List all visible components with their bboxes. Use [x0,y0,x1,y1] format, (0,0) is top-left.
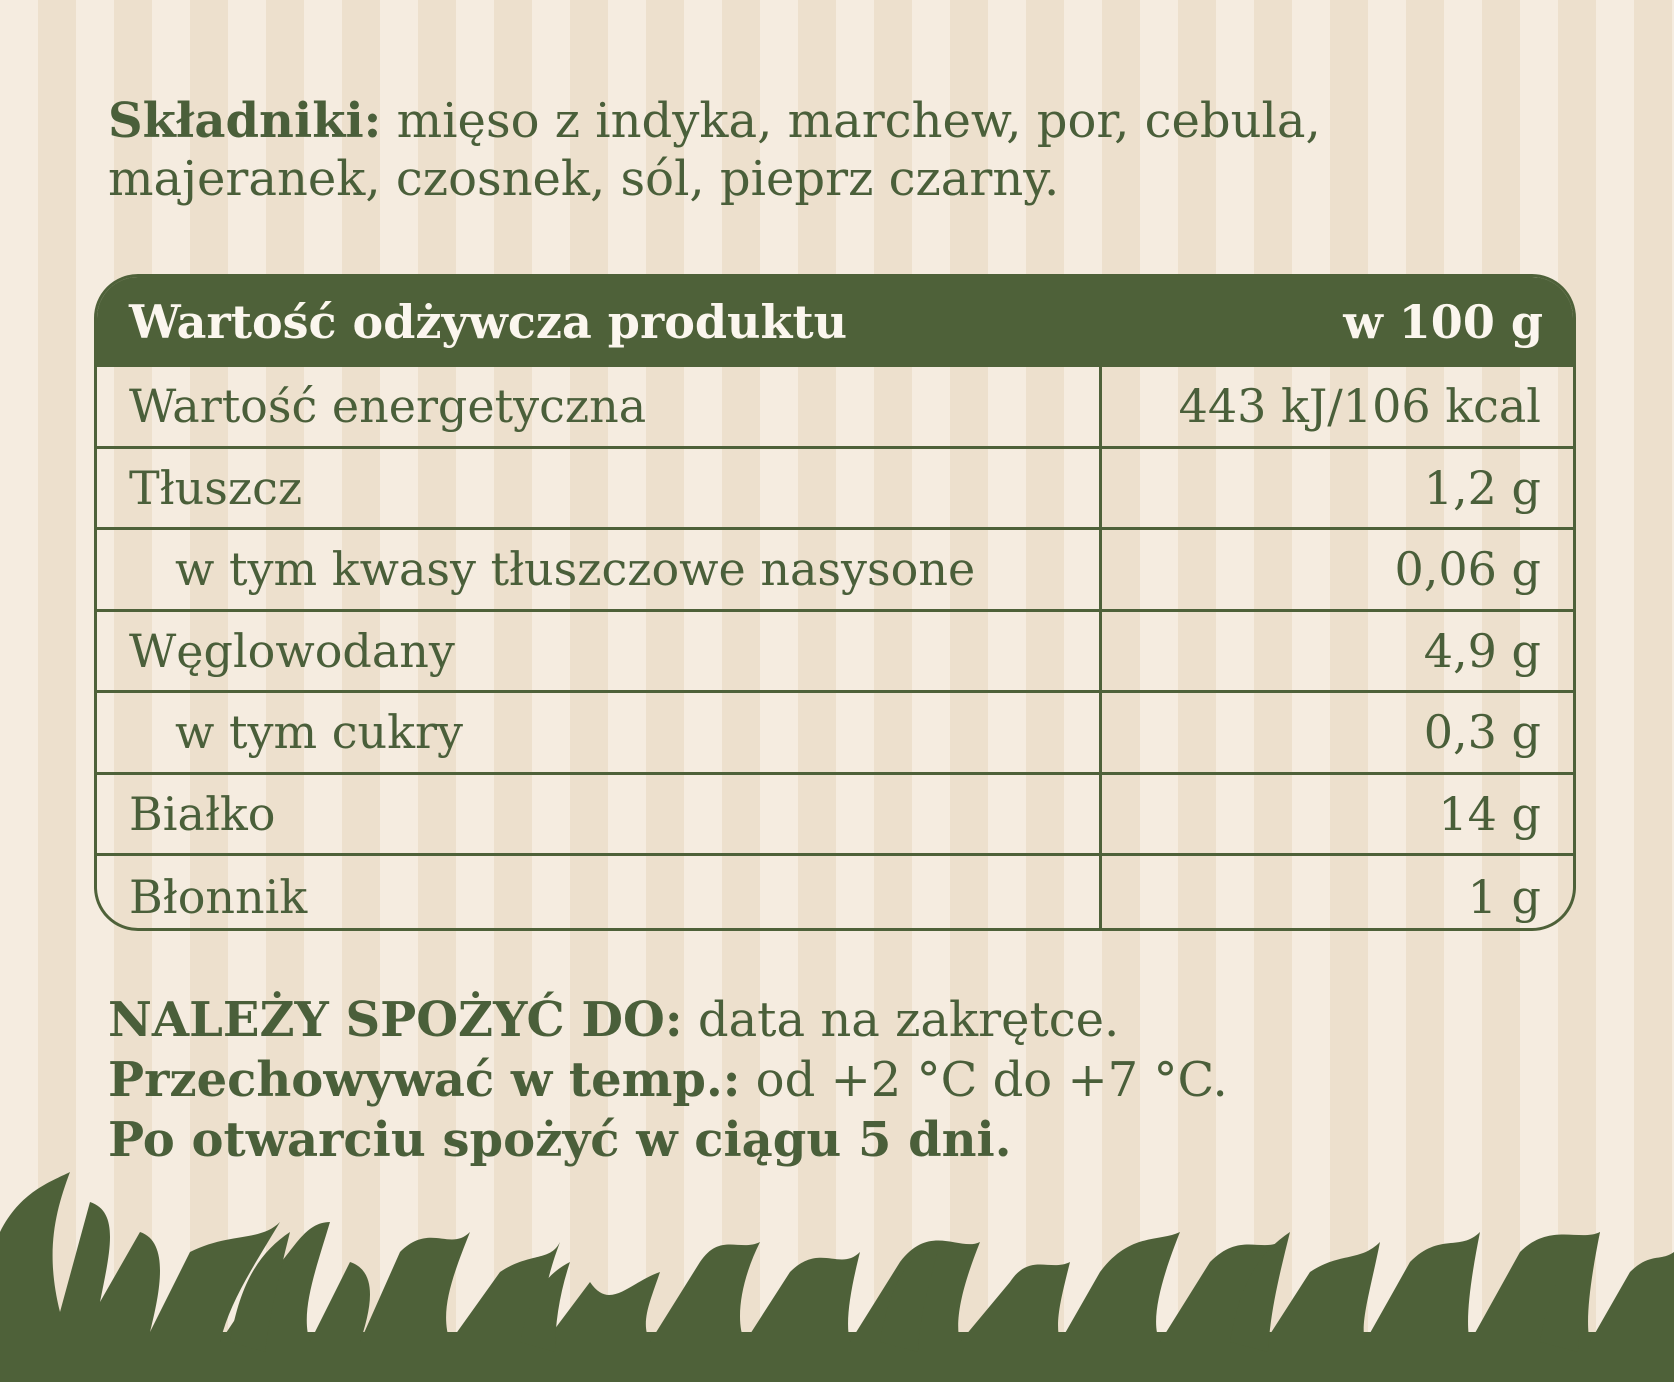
nutrition-row [97,693,1573,775]
nutrient-name: Tłuszcz [129,460,303,515]
ingredients-text [108,92,1408,208]
nutrient-value: 0,3 g [1423,705,1541,760]
nutrition-table [94,274,1576,931]
after-opening-text: Po otwarciu spożyć w ciągu 5 dni. [108,1112,1012,1168]
nutrient-name: w tym cukry [175,705,463,760]
storage-temp-text: od +2 °C do +7 °C. [740,1052,1228,1108]
nutrition-header [97,277,1573,367]
nutrient-value: 4,9 g [1423,623,1541,678]
nutrient-value: 14 g [1438,786,1541,841]
nutrition-rows [97,367,1573,931]
grass-decoration [0,1082,1674,1382]
storage-temp-label: Przechowywać w temp.: [108,1052,741,1108]
nutrition-header-title: Wartość odżywcza produktu [129,295,848,349]
nutrition-row [97,612,1573,694]
nutrient-name: Węglowodany [129,623,455,678]
best-before-line [108,990,1508,1050]
nutrition-row [97,856,1573,931]
nutrition-row [97,367,1573,449]
nutrition-header-unit: w 100 g [1343,295,1543,349]
best-before-text: data na zakrętce. [682,992,1120,1048]
nutrient-value: 0,06 g [1394,542,1541,597]
column-divider [1099,367,1102,931]
nutrition-row [97,530,1573,612]
nutrient-value: 1,2 g [1423,460,1541,515]
ingredients-label: Składniki: [108,93,382,149]
nutrient-name: Błonnik [129,869,308,924]
ingredients-list: mięso z indyka, marchew, por, cebula, majeranek, czosnek, sól, pieprz czarny. [108,93,1321,207]
best-before-label: NALEŻY SPOŻYĆ DO: [108,992,683,1048]
nutrient-value: 443 kJ/106 kcal [1178,379,1541,434]
nutrient-name: w tym kwasy tłuszczowe nasysone [175,542,976,597]
nutrition-row [97,775,1573,857]
nutrient-value: 1 g [1467,869,1541,924]
nutrition-row [97,449,1573,531]
nutrient-name: Białko [129,786,276,841]
nutrient-name: Wartość energetyczna [129,379,647,434]
